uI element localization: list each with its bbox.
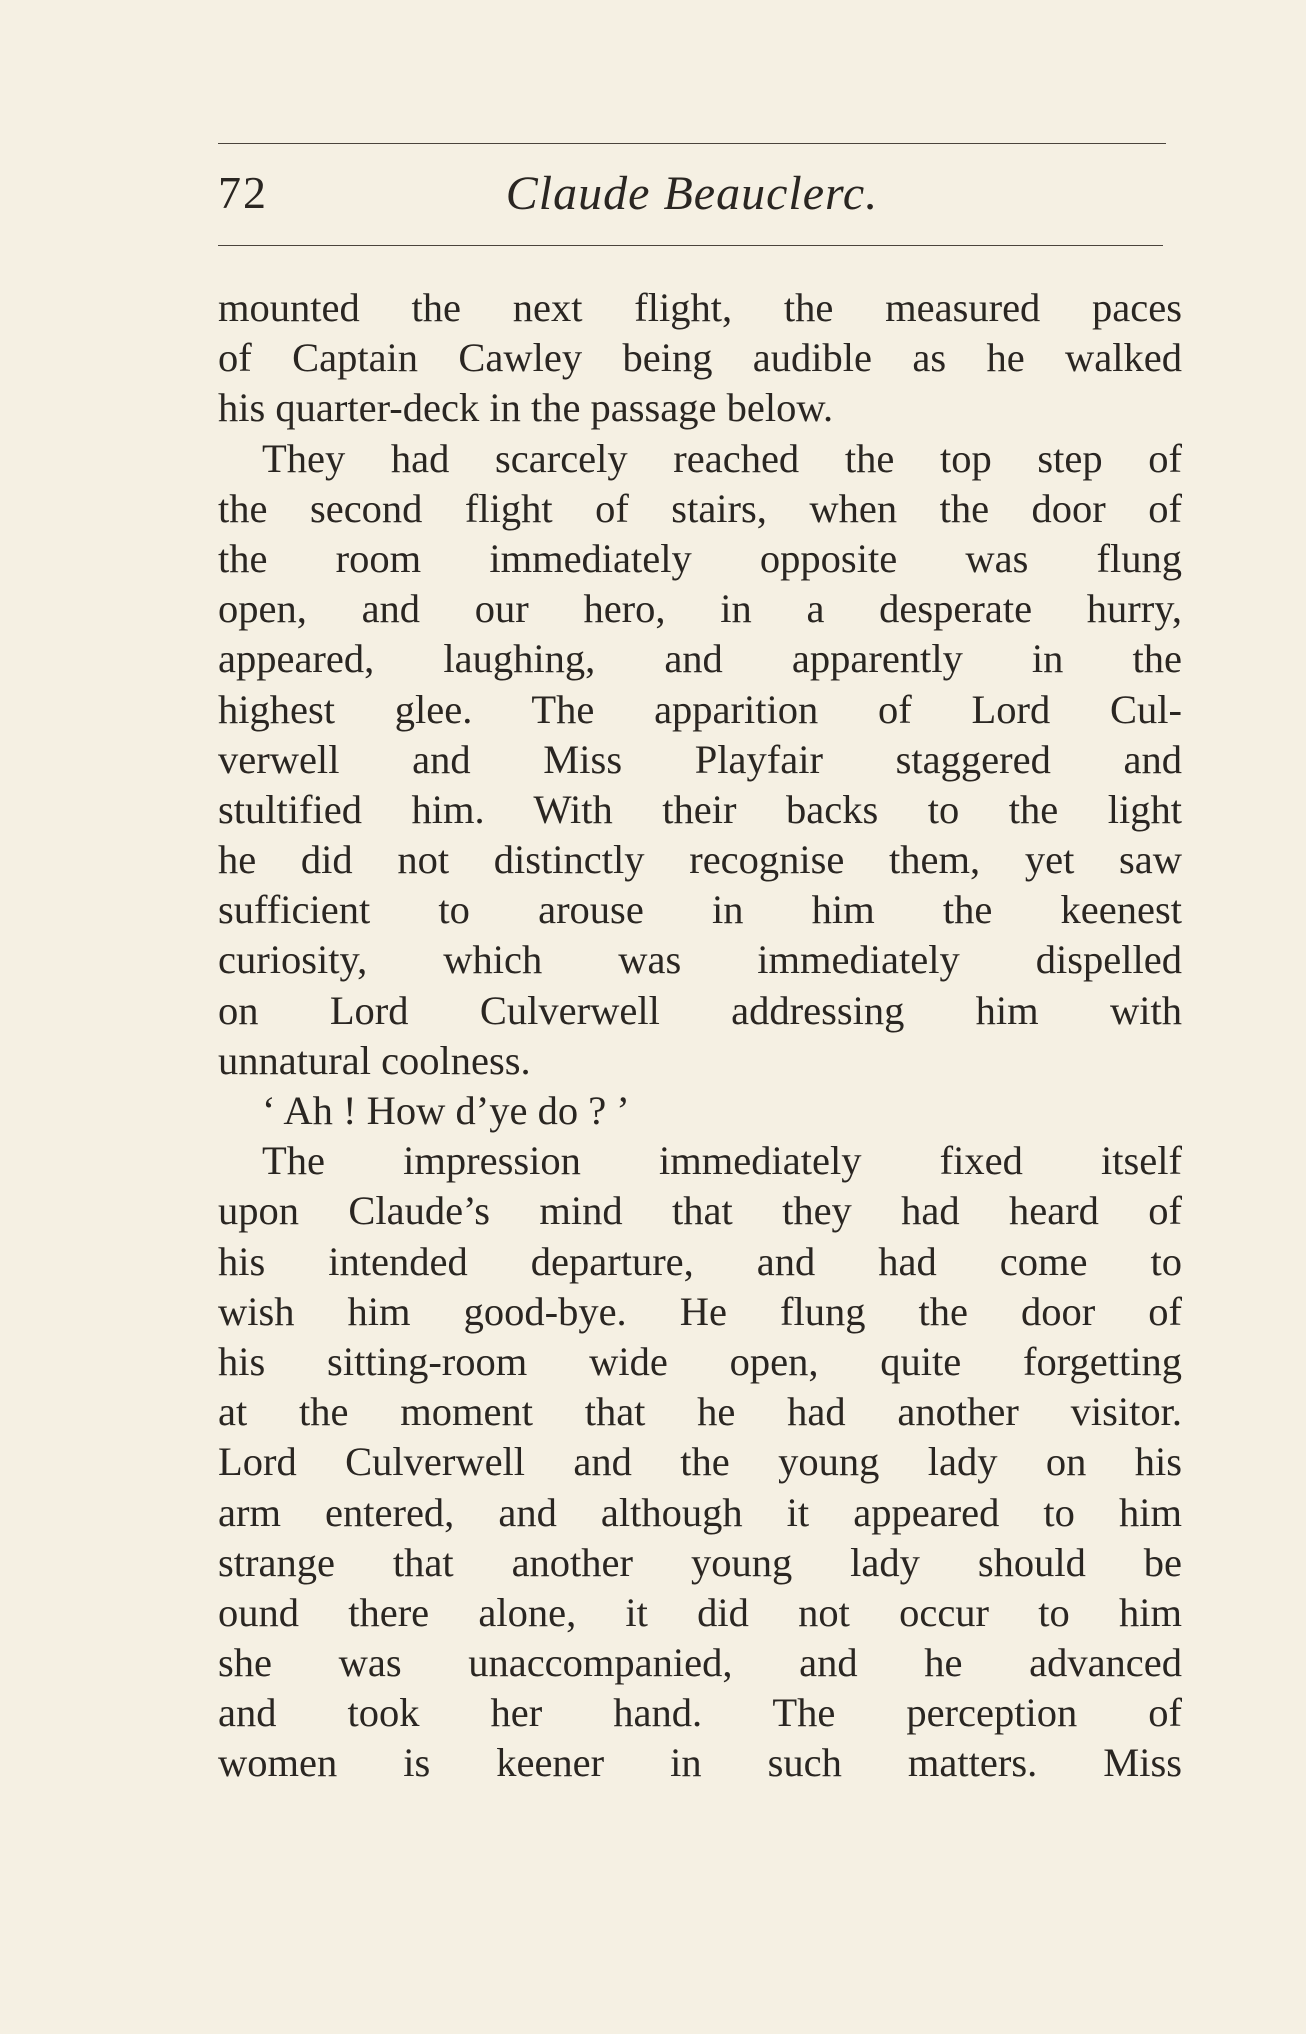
text-line: open, and our hero, in a desperate hurry, [218,586,1182,632]
text-line: The impression immediately fixed itself [262,1138,1182,1184]
body-text [218,283,1182,1789]
text-line: verwell and Miss Playfair staggered and [218,736,1182,782]
header-bottom-rule [218,245,1163,246]
text-line: They had scarcely reached the top step of [262,435,1182,481]
text-line: his quarter-deck in the passage below. [218,385,834,431]
text-line: women is keener in such matters. Miss [218,1740,1182,1786]
text-line: his intended departure, and had come to [218,1238,1182,1284]
text-line: on Lord Culverwell addressing him with [218,987,1182,1033]
text-line: Lord Culverwell and the young lady on his [218,1439,1182,1485]
text-line: highest glee. The apparition of Lord Cul- [218,686,1182,732]
text-line: strange that another young lady should be [218,1539,1182,1585]
text-line: and took her hand. The perception of [218,1690,1182,1736]
running-head [218,166,1166,226]
text-line: upon Claude’s mind that they had heard of [218,1188,1182,1234]
text-line: arm entered, and although it appeared to him [218,1489,1182,1535]
text-line: his sitting-room wide open, quite forgetting [218,1338,1182,1384]
text-line: sufficient to arouse in him the keenest [218,887,1182,933]
text-line: ‘ Ah ! How d’ye do ? ’ [262,1088,630,1133]
text-line: he did not distinctly recognise them, yet saw [218,837,1182,883]
text-line: the second flight of stairs, when the door of [218,485,1182,531]
text-line: at the moment that he had another visitor. [218,1389,1182,1435]
text-line: she was unaccompanied, and he advanced [218,1640,1182,1686]
text-line: the room immediately opposite was flung [218,535,1182,581]
text-line: ound there alone, it did not occur to him [218,1589,1182,1635]
header-top-rule [218,143,1166,144]
book-title: Claude Beauclerc. [505,167,879,220]
text-line: curiosity, which was immediately dispelled [218,937,1182,983]
text-line: wish him good-bye. He flung the door of [218,1288,1182,1334]
text-line: mounted the next flight, the measured paces [218,285,1182,330]
text-line: unnatural coolness. [218,1037,531,1083]
text-line: stultified him. With their backs to the light [218,786,1182,832]
text-line: of Captain Cawley being audible as he walked [218,335,1182,381]
page-number: 72 [218,167,268,218]
text-line: appeared, laughing, and apparently in the [218,636,1182,682]
